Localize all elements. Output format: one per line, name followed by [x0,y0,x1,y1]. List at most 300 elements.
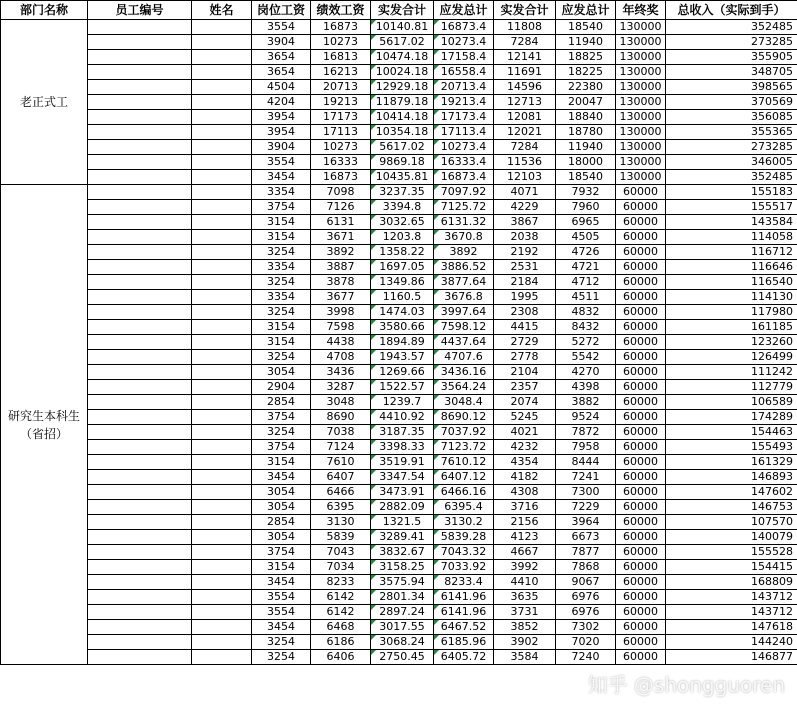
value-cell[interactable]: 60000 [616,320,666,335]
value-cell[interactable]: 2308 [494,305,556,320]
value-cell[interactable]: 117980 [666,305,797,320]
value-cell[interactable]: 60000 [616,485,666,500]
value-cell[interactable]: 4504 [252,80,311,95]
value-cell[interactable]: 1349.86 [371,275,434,290]
employee-id-cell[interactable] [88,365,192,380]
value-cell[interactable]: 3154 [252,215,311,230]
value-cell[interactable]: 3954 [252,125,311,140]
value-cell[interactable]: 4123 [494,530,556,545]
employee-id-cell[interactable] [88,455,192,470]
value-cell[interactable]: 3289.41 [371,530,434,545]
column-header[interactable]: 年终奖 [616,1,666,20]
value-cell[interactable]: 114058 [666,230,797,245]
value-cell[interactable]: 60000 [616,335,666,350]
value-cell[interactable]: 18840 [556,110,616,125]
value-cell[interactable]: 3671 [311,230,371,245]
value-cell[interactable]: 398565 [666,80,797,95]
value-cell[interactable]: 7124 [311,440,371,455]
value-cell[interactable]: 11536 [494,155,556,170]
employee-name-cell[interactable] [192,470,252,485]
value-cell[interactable]: 60000 [616,425,666,440]
value-cell[interactable]: 60000 [616,620,666,635]
employee-id-cell[interactable] [88,635,192,650]
employee-name-cell[interactable] [192,110,252,125]
value-cell[interactable]: 7033.92 [434,560,494,575]
column-header[interactable]: 岗位工资 [252,1,311,20]
value-cell[interactable]: 3473.91 [371,485,434,500]
value-cell[interactable]: 6185.96 [434,635,494,650]
value-cell[interactable]: 9524 [556,410,616,425]
value-cell[interactable]: 60000 [616,260,666,275]
value-cell[interactable]: 60000 [616,605,666,620]
employee-name-cell[interactable] [192,485,252,500]
value-cell[interactable]: 4182 [494,470,556,485]
employee-id-cell[interactable] [88,155,192,170]
value-cell[interactable]: 3554 [252,605,311,620]
value-cell[interactable]: 3575.94 [371,575,434,590]
value-cell[interactable]: 7300 [556,485,616,500]
value-cell[interactable]: 6976 [556,605,616,620]
value-cell[interactable]: 2104 [494,365,556,380]
column-header[interactable]: 实发合计 [371,1,434,20]
value-cell[interactable]: 18825 [556,50,616,65]
value-cell[interactable]: 16213 [311,65,371,80]
department-cell[interactable]: 研究生本科生（省招） [1,185,88,665]
value-cell[interactable]: 1269.66 [371,365,434,380]
value-cell[interactable]: 3878 [311,275,371,290]
value-cell[interactable]: 18540 [556,20,616,35]
value-cell[interactable]: 4415 [494,320,556,335]
employee-name-cell[interactable] [192,575,252,590]
value-cell[interactable]: 7610 [311,455,371,470]
value-cell[interactable]: 3654 [252,50,311,65]
value-cell[interactable]: 356085 [666,110,797,125]
value-cell[interactable]: 3048.4 [434,395,494,410]
value-cell[interactable]: 3130.2 [434,515,494,530]
value-cell[interactable]: 7877 [556,545,616,560]
value-cell[interactable]: 2156 [494,515,556,530]
value-cell[interactable]: 3904 [252,140,311,155]
value-cell[interactable]: 6976 [556,590,616,605]
value-cell[interactable]: 143712 [666,590,797,605]
value-cell[interactable]: 3635 [494,590,556,605]
value-cell[interactable]: 146877 [666,650,797,665]
value-cell[interactable]: 346005 [666,155,797,170]
value-cell[interactable]: 352485 [666,170,797,185]
employee-name-cell[interactable] [192,395,252,410]
value-cell[interactable]: 60000 [616,650,666,665]
value-cell[interactable]: 7932 [556,185,616,200]
column-header[interactable]: 员工编号 [88,1,192,20]
value-cell[interactable]: 12141 [494,50,556,65]
value-cell[interactable]: 60000 [616,635,666,650]
value-cell[interactable]: 2531 [494,260,556,275]
employee-name-cell[interactable] [192,425,252,440]
value-cell[interactable]: 3054 [252,530,311,545]
value-cell[interactable]: 116712 [666,245,797,260]
employee-name-cell[interactable] [192,530,252,545]
value-cell[interactable]: 60000 [616,575,666,590]
employee-id-cell[interactable] [88,350,192,365]
employee-name-cell[interactable] [192,95,252,110]
value-cell[interactable]: 161329 [666,455,797,470]
employee-id-cell[interactable] [88,290,192,305]
value-cell[interactable]: 10024.18 [371,65,434,80]
employee-name-cell[interactable] [192,650,252,665]
employee-name-cell[interactable] [192,20,252,35]
employee-name-cell[interactable] [192,515,252,530]
value-cell[interactable]: 3882 [556,395,616,410]
value-cell[interactable]: 5245 [494,410,556,425]
value-cell[interactable]: 155183 [666,185,797,200]
column-header[interactable]: 绩效工资 [311,1,371,20]
value-cell[interactable]: 16873 [311,170,371,185]
employee-id-cell[interactable] [88,95,192,110]
value-cell[interactable]: 7126 [311,200,371,215]
employee-name-cell[interactable] [192,140,252,155]
value-cell[interactable]: 4708 [311,350,371,365]
value-cell[interactable]: 6395 [311,500,371,515]
value-cell[interactable]: 17113 [311,125,371,140]
value-cell[interactable]: 114130 [666,290,797,305]
value-cell[interactable]: 7284 [494,35,556,50]
value-cell[interactable]: 3754 [252,440,311,455]
employee-name-cell[interactable] [192,65,252,80]
value-cell[interactable]: 3454 [252,620,311,635]
value-cell[interactable]: 116646 [666,260,797,275]
value-cell[interactable]: 4270 [556,365,616,380]
employee-id-cell[interactable] [88,140,192,155]
value-cell[interactable]: 3886.52 [434,260,494,275]
value-cell[interactable]: 7043.32 [434,545,494,560]
value-cell[interactable]: 3032.65 [371,215,434,230]
value-cell[interactable]: 3964 [556,515,616,530]
value-cell[interactable]: 174289 [666,410,797,425]
value-cell[interactable]: 60000 [616,560,666,575]
value-cell[interactable]: 2882.09 [371,500,434,515]
value-cell[interactable]: 130000 [616,20,666,35]
employee-id-cell[interactable] [88,170,192,185]
value-cell[interactable]: 130000 [616,50,666,65]
value-cell[interactable]: 60000 [616,290,666,305]
value-cell[interactable]: 16333.4 [434,155,494,170]
employee-name-cell[interactable] [192,440,252,455]
value-cell[interactable]: 1160.5 [371,290,434,305]
employee-id-cell[interactable] [88,335,192,350]
employee-name-cell[interactable] [192,170,252,185]
employee-id-cell[interactable] [88,230,192,245]
employee-name-cell[interactable] [192,125,252,140]
value-cell[interactable]: 3754 [252,545,311,560]
value-cell[interactable]: 2750.45 [371,650,434,665]
employee-name-cell[interactable] [192,215,252,230]
value-cell[interactable]: 60000 [616,395,666,410]
employee-id-cell[interactable] [88,200,192,215]
value-cell[interactable]: 14596 [494,80,556,95]
value-cell[interactable]: 130000 [616,35,666,50]
employee-name-cell[interactable] [192,455,252,470]
value-cell[interactable]: 3454 [252,575,311,590]
value-cell[interactable]: 4410 [494,575,556,590]
column-header[interactable]: 部门名称 [1,1,88,20]
value-cell[interactable]: 3877.64 [434,275,494,290]
employee-name-cell[interactable] [192,350,252,365]
value-cell[interactable]: 3554 [252,590,311,605]
value-cell[interactable]: 2904 [252,380,311,395]
value-cell[interactable]: 116540 [666,275,797,290]
value-cell[interactable]: 3887 [311,260,371,275]
value-cell[interactable]: 11808 [494,20,556,35]
value-cell[interactable]: 6467.52 [434,620,494,635]
value-cell[interactable]: 3254 [252,350,311,365]
value-cell[interactable]: 3584 [494,650,556,665]
employee-name-cell[interactable] [192,245,252,260]
value-cell[interactable]: 130000 [616,140,666,155]
value-cell[interactable]: 7098 [311,185,371,200]
value-cell[interactable]: 18780 [556,125,616,140]
value-cell[interactable]: 16873.4 [434,170,494,185]
employee-name-cell[interactable] [192,590,252,605]
column-header[interactable]: 总收入（实际到手） [666,1,797,20]
value-cell[interactable]: 155528 [666,545,797,560]
value-cell[interactable]: 6407 [311,470,371,485]
value-cell[interactable]: 60000 [616,515,666,530]
value-cell[interactable]: 3254 [252,650,311,665]
employee-name-cell[interactable] [192,275,252,290]
value-cell[interactable]: 60000 [616,215,666,230]
value-cell[interactable]: 4021 [494,425,556,440]
employee-id-cell[interactable] [88,620,192,635]
value-cell[interactable]: 60000 [616,410,666,425]
value-cell[interactable]: 370569 [666,95,797,110]
employee-id-cell[interactable] [88,110,192,125]
employee-id-cell[interactable] [88,575,192,590]
value-cell[interactable]: 155493 [666,440,797,455]
value-cell[interactable]: 7240 [556,650,616,665]
value-cell[interactable]: 12713 [494,95,556,110]
value-cell[interactable]: 60000 [616,470,666,485]
value-cell[interactable]: 3254 [252,425,311,440]
value-cell[interactable]: 60000 [616,230,666,245]
value-cell[interactable]: 6131 [311,215,371,230]
employee-name-cell[interactable] [192,35,252,50]
value-cell[interactable]: 143584 [666,215,797,230]
value-cell[interactable]: 9067 [556,575,616,590]
employee-name-cell[interactable] [192,335,252,350]
value-cell[interactable]: 155517 [666,200,797,215]
value-cell[interactable]: 3436 [311,365,371,380]
value-cell[interactable]: 3158.25 [371,560,434,575]
value-cell[interactable]: 7610.12 [434,455,494,470]
value-cell[interactable]: 3237.35 [371,185,434,200]
value-cell[interactable]: 130000 [616,125,666,140]
employee-name-cell[interactable] [192,410,252,425]
value-cell[interactable]: 3731 [494,605,556,620]
value-cell[interactable]: 3347.54 [371,470,434,485]
value-cell[interactable]: 6141.96 [434,590,494,605]
value-cell[interactable]: 126499 [666,350,797,365]
value-cell[interactable]: 8233.4 [434,575,494,590]
employee-id-cell[interactable] [88,65,192,80]
value-cell[interactable]: 168809 [666,575,797,590]
value-cell[interactable]: 3254 [252,275,311,290]
value-cell[interactable]: 18225 [556,65,616,80]
employee-id-cell[interactable] [88,440,192,455]
value-cell[interactable]: 6186 [311,635,371,650]
employee-name-cell[interactable] [192,365,252,380]
value-cell[interactable]: 7598 [311,320,371,335]
value-cell[interactable]: 3754 [252,200,311,215]
value-cell[interactable]: 11879.18 [371,95,434,110]
value-cell[interactable]: 3354 [252,260,311,275]
value-cell[interactable]: 60000 [616,455,666,470]
value-cell[interactable]: 3454 [252,170,311,185]
value-cell[interactable]: 10354.18 [371,125,434,140]
value-cell[interactable]: 7229 [556,500,616,515]
value-cell[interactable]: 1894.89 [371,335,434,350]
value-cell[interactable]: 3054 [252,500,311,515]
employee-id-cell[interactable] [88,500,192,515]
value-cell[interactable]: 2074 [494,395,556,410]
value-cell[interactable]: 2038 [494,230,556,245]
value-cell[interactable]: 4438 [311,335,371,350]
value-cell[interactable]: 6965 [556,215,616,230]
value-cell[interactable]: 273285 [666,35,797,50]
value-cell[interactable]: 2192 [494,245,556,260]
value-cell[interactable]: 6466.16 [434,485,494,500]
value-cell[interactable]: 130000 [616,95,666,110]
value-cell[interactable]: 3954 [252,110,311,125]
value-cell[interactable]: 3998 [311,305,371,320]
value-cell[interactable]: 60000 [616,185,666,200]
value-cell[interactable]: 3902 [494,635,556,650]
value-cell[interactable]: 3254 [252,305,311,320]
value-cell[interactable]: 4308 [494,485,556,500]
value-cell[interactable]: 355365 [666,125,797,140]
value-cell[interactable]: 60000 [616,530,666,545]
value-cell[interactable]: 3580.66 [371,320,434,335]
value-cell[interactable]: 20047 [556,95,616,110]
value-cell[interactable]: 3554 [252,155,311,170]
value-cell[interactable]: 4712 [556,275,616,290]
value-cell[interactable]: 3654 [252,65,311,80]
value-cell[interactable]: 2729 [494,335,556,350]
employee-name-cell[interactable] [192,290,252,305]
value-cell[interactable]: 17173.4 [434,110,494,125]
value-cell[interactable]: 5272 [556,335,616,350]
value-cell[interactable]: 7302 [556,620,616,635]
value-cell[interactable]: 107570 [666,515,797,530]
value-cell[interactable]: 143712 [666,605,797,620]
value-cell[interactable]: 3997.64 [434,305,494,320]
value-cell[interactable]: 6395.4 [434,500,494,515]
value-cell[interactable]: 4707.6 [434,350,494,365]
value-cell[interactable]: 16873 [311,20,371,35]
value-cell[interactable]: 16813 [311,50,371,65]
value-cell[interactable]: 18540 [556,170,616,185]
employee-name-cell[interactable] [192,185,252,200]
value-cell[interactable]: 4511 [556,290,616,305]
value-cell[interactable]: 130000 [616,80,666,95]
value-cell[interactable]: 8690.12 [434,410,494,425]
employee-id-cell[interactable] [88,125,192,140]
employee-id-cell[interactable] [88,275,192,290]
value-cell[interactable]: 1697.05 [371,260,434,275]
department-cell[interactable]: 老正式工 [1,20,88,185]
value-cell[interactable]: 130000 [616,155,666,170]
value-cell[interactable]: 3154 [252,320,311,335]
value-cell[interactable]: 123260 [666,335,797,350]
value-cell[interactable]: 5617.02 [371,140,434,155]
employee-id-cell[interactable] [88,650,192,665]
employee-name-cell[interactable] [192,545,252,560]
value-cell[interactable]: 6466 [311,485,371,500]
employee-id-cell[interactable] [88,20,192,35]
value-cell[interactable]: 3154 [252,560,311,575]
value-cell[interactable]: 7958 [556,440,616,455]
employee-id-cell[interactable] [88,320,192,335]
value-cell[interactable]: 3832.67 [371,545,434,560]
value-cell[interactable]: 19213 [311,95,371,110]
column-header[interactable]: 应发总计 [434,1,494,20]
employee-name-cell[interactable] [192,200,252,215]
value-cell[interactable]: 8690 [311,410,371,425]
value-cell[interactable]: 3017.55 [371,620,434,635]
value-cell[interactable]: 130000 [616,170,666,185]
value-cell[interactable]: 12021 [494,125,556,140]
value-cell[interactable]: 147618 [666,620,797,635]
value-cell[interactable]: 4204 [252,95,311,110]
value-cell[interactable]: 154463 [666,425,797,440]
value-cell[interactable]: 111242 [666,365,797,380]
value-cell[interactable]: 3154 [252,455,311,470]
value-cell[interactable]: 6406 [311,650,371,665]
employee-name-cell[interactable] [192,620,252,635]
value-cell[interactable]: 6141.96 [434,605,494,620]
value-cell[interactable]: 3867 [494,215,556,230]
value-cell[interactable]: 3892 [434,245,494,260]
value-cell[interactable]: 4229 [494,200,556,215]
value-cell[interactable]: 355905 [666,50,797,65]
column-header[interactable]: 应发总计 [556,1,616,20]
value-cell[interactable]: 4071 [494,185,556,200]
value-cell[interactable]: 1358.22 [371,245,434,260]
value-cell[interactable]: 10273.4 [434,35,494,50]
value-cell[interactable]: 11940 [556,140,616,155]
value-cell[interactable]: 12929.18 [371,80,434,95]
value-cell[interactable]: 4354 [494,455,556,470]
value-cell[interactable]: 112779 [666,380,797,395]
value-cell[interactable]: 3670.8 [434,230,494,245]
value-cell[interactable]: 7284 [494,140,556,155]
value-cell[interactable]: 60000 [616,440,666,455]
value-cell[interactable]: 60000 [616,380,666,395]
value-cell[interactable]: 3354 [252,290,311,305]
value-cell[interactable]: 7872 [556,425,616,440]
value-cell[interactable]: 273285 [666,140,797,155]
value-cell[interactable]: 12103 [494,170,556,185]
column-header[interactable]: 实发合计 [494,1,556,20]
value-cell[interactable]: 2801.34 [371,590,434,605]
employee-id-cell[interactable] [88,485,192,500]
value-cell[interactable]: 1239.7 [371,395,434,410]
value-cell[interactable]: 7125.72 [434,200,494,215]
value-cell[interactable]: 4410.92 [371,410,434,425]
employee-id-cell[interactable] [88,605,192,620]
employee-id-cell[interactable] [88,260,192,275]
value-cell[interactable]: 20713 [311,80,371,95]
employee-id-cell[interactable] [88,590,192,605]
